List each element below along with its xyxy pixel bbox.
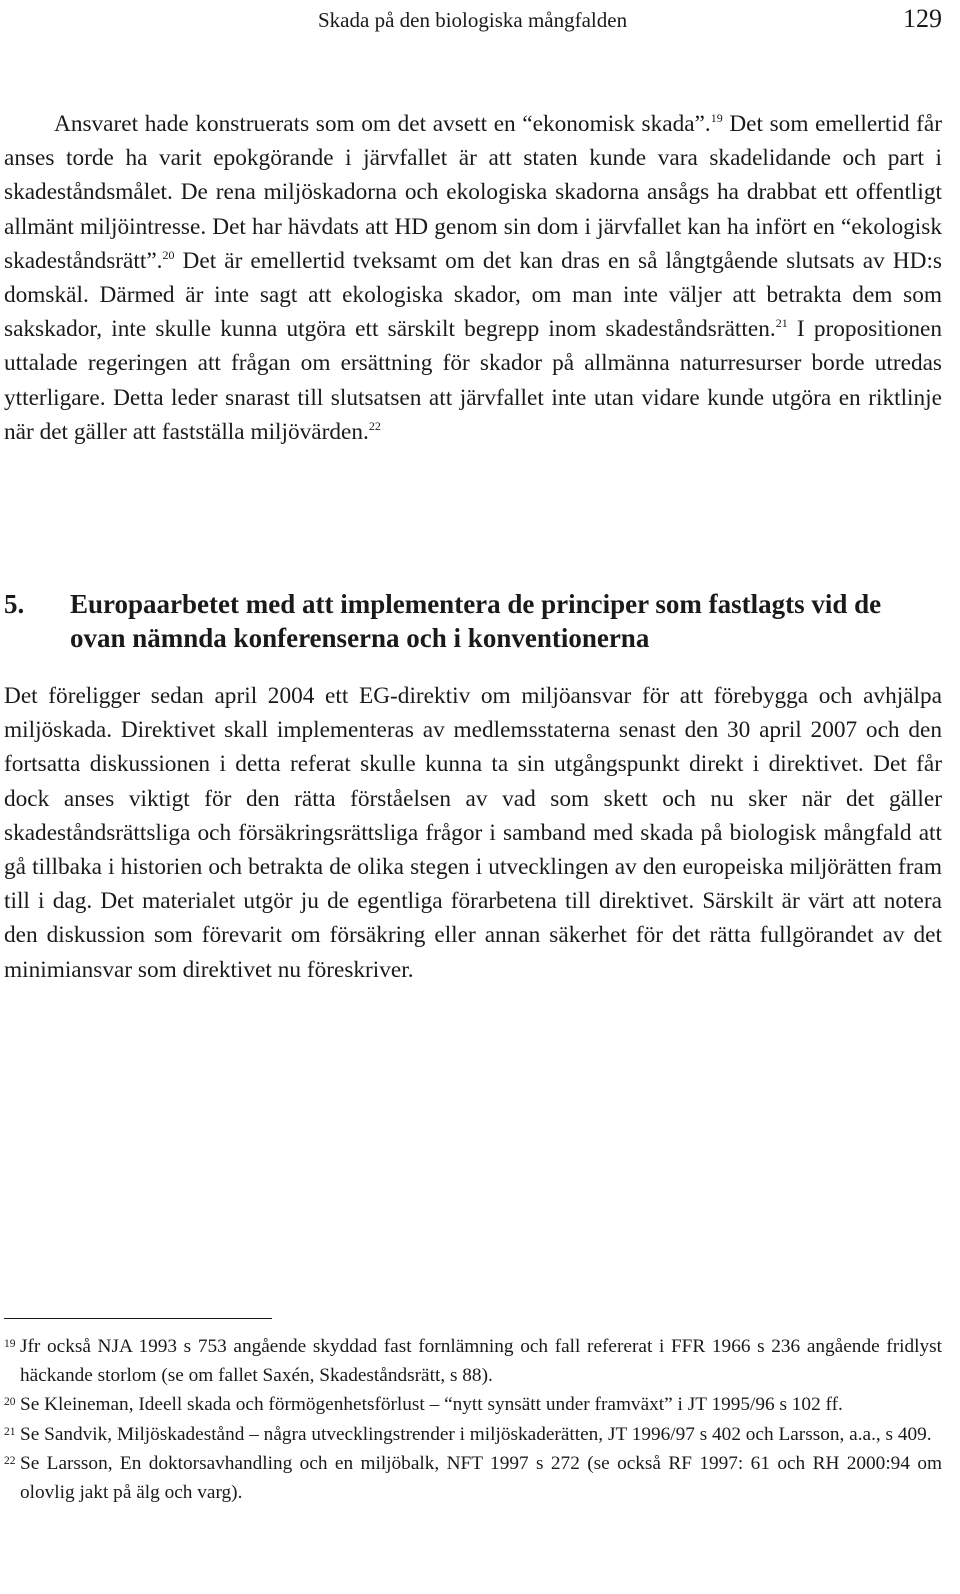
paragraph-1-sentence-1: Ansvaret hade konstruerats som om det avsett en “ekonomisk skada”. (54, 111, 711, 137)
page-number: 129 (903, 4, 942, 33)
footnote-19 (4, 1333, 942, 1390)
paragraph-2: Det föreligger sedan april 2004 ett EG-direktiv om miljöansvar för att förebygga och avhjälpa miljöskada. Direktivet skall implementeras av medlemsstaterna senast den 30 april 2007 och den fortsatta diskussionen i detta referat skulle kunna ta sin utgångspunkt direkt i direktivet. Det får dock anses viktigt för den rätta förståelsen av vad som skett och nu sker när det gäller skadeståndsrättsliga och försäkringsrättsliga frågor i samband med skada på biologisk mångfald att gå tillbaka i historien och betrakta de olika stegen i utvecklingen av den europeiska miljörätten fram till i dag. Det materialet utgör ju de egentliga förarbetena till direktivet. Särskilt är värt att notera den diskussion som förevarit om försäkring eller annan säkerhet för det rätta fullgörandet av det minimiansvar som direktivet nu föreskriver. (4, 683, 942, 983)
section-number: 5. (4, 589, 25, 619)
footnotes-list (4, 1333, 942, 1509)
footnote-text: Jfr också NJA 1993 s 753 angående skyddad fast fornlämning och fall refererat i FFR 1966 s 236 angående fridlyst häckande storlom (se om fallet Saxén, Skadeståndsrätt, s 88). (20, 1336, 942, 1386)
footnote-marker: 22 (4, 1455, 16, 1468)
footnote-ref-20: 20 (162, 248, 175, 263)
footnote-text: Se Sandvik, Miljöskadestånd – några utvecklingstrender i miljöskaderätten, JT 1996/97 s 402 och Larsson, a.a., s 409. (20, 1423, 932, 1445)
footnote-ref-21: 21 (775, 316, 788, 331)
footnote-20 (4, 1391, 942, 1420)
running-title: Skada på den biologiska mångfalden (318, 8, 628, 32)
footnote-ref-22: 22 (368, 419, 381, 434)
footnote-text: Se Kleineman, Ideell skada och förmögenhetsförlust – “nytt synsätt under framväxt” i JT 1995/96 s 102 ff. (20, 1394, 843, 1416)
footnote-marker: 20 (4, 1396, 16, 1409)
footnote-ref-19: 19 (710, 111, 723, 126)
footnote-22 (4, 1450, 942, 1507)
footnote-21 (4, 1421, 942, 1450)
paragraph-1-sentence-4: I propositionen uttalade regeringen att frågan om ersättning för skador på allmänna naturresurser borde utredas ytterligare. Detta leder snarast till slutsatsen att järvfallet inte utan vidare kunde utgöra en riktlinje när det gäller att fastställa miljövärden. (4, 316, 942, 445)
section-title: Europaarbetet med att implementera de principer som fastlagts vid de ovan nämnda konferenserna och i konventionerna (70, 589, 882, 653)
paragraph-1-sentence-2: Det som emellertid får anses torde ha varit epokgörande i järvfallet är att staten kunde vara skadelidande och part i skadeståndsmålet. De rena miljöskadorna och ekologiska skadorna ansågs ha drabbat ett offentligt allmänt miljöintresse. Det har hävdats att HD genom sin dom i järvfallet kan ha infört en “ekologisk skadeståndsrätt”. (4, 111, 942, 274)
footnote-divider (4, 1318, 272, 1319)
footnote-marker: 19 (4, 1338, 16, 1350)
footnote-text: Se Larsson, En doktorsavhandling och en miljöbalk, NFT 1997 s 272 (se också RF 1997: 61 och RH 2000:94 om olovlig jakt på älg och varg). (20, 1453, 942, 1503)
footnote-marker: 21 (4, 1425, 16, 1438)
running-header (0, 4, 960, 38)
paragraph-1-sentence-3: Det är emellertid tveksamt om det kan dras en så långtgående slutsats av HD:s domskäl. Därmed är inte sagt att ekologiska skador, om man inte väljer att betrakta dem som sakskador, inte skulle kunna utgöra ett särskilt begrepp inom skadeståndsrätten. (4, 247, 942, 343)
paragraph-1 (4, 107, 942, 449)
